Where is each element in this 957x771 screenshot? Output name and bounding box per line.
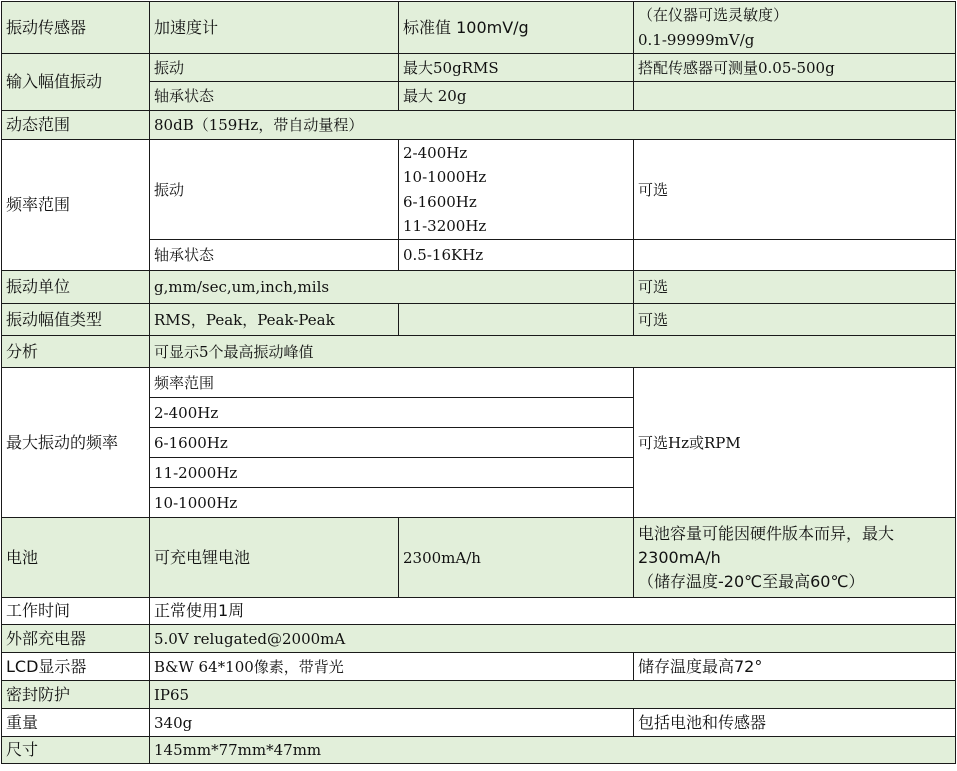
freq-range-item: 10-1000Hz bbox=[403, 168, 487, 186]
dynamic-range-value: 80dB（159Hz，带自动量程） bbox=[150, 111, 956, 140]
max-freq-item: 频率范围 bbox=[150, 368, 634, 398]
battery-note-line: （储存温度-20℃至最高60℃） bbox=[638, 571, 865, 591]
amplitude-type-optional: 可选 bbox=[634, 304, 956, 336]
lcd-storage-temp: 储存温度最高72° bbox=[634, 653, 956, 681]
size-value: 145mm*77mm*47mm bbox=[150, 737, 956, 764]
spec-table bbox=[1, 1, 956, 764]
vibration-unit-optional: 可选 bbox=[634, 271, 956, 304]
max-freq-optional: 可选Hz或RPM bbox=[634, 368, 956, 518]
max-freq-item: 2-400Hz bbox=[150, 398, 634, 428]
row-amplitude-type bbox=[2, 304, 956, 336]
sensor-standard: 标准值 100mV/g bbox=[399, 2, 634, 54]
weight-value: 340g bbox=[150, 709, 634, 737]
lcd-value: B&W 64*100像素，带背光 bbox=[150, 653, 634, 681]
row-dynamic-range bbox=[2, 111, 956, 140]
freq-vib-label: 振动 bbox=[150, 140, 399, 240]
sensitivity-note: （在仪器可选灵敏度） bbox=[638, 6, 789, 24]
battery-note bbox=[634, 518, 956, 598]
charger-value: 5.0V relugated@2000mA bbox=[150, 625, 956, 653]
battery-note-line: 电池容量可能因硬件版本而异，最大 bbox=[638, 523, 895, 543]
row-seal bbox=[2, 681, 956, 709]
analysis-value: 可显示5个最高振动峰值 bbox=[150, 336, 956, 368]
max-freq-item: 6-1600Hz bbox=[150, 428, 634, 458]
battery-note-line: 2300mA/h bbox=[638, 547, 721, 567]
freq-bearing-label: 轴承状态 bbox=[150, 240, 399, 271]
row-label: 频率范围 bbox=[2, 140, 150, 271]
input-vib-label: 振动 bbox=[150, 54, 399, 82]
row-label: 输入幅值振动 bbox=[2, 54, 150, 111]
sensor-sensitivity bbox=[634, 2, 956, 54]
row-weight bbox=[2, 709, 956, 737]
row-size bbox=[2, 737, 956, 764]
input-vib-note: 搭配传感器可测量0.05-500g bbox=[634, 54, 956, 82]
row-max-freq-1 bbox=[2, 368, 956, 398]
row-charger bbox=[2, 625, 956, 653]
row-label: 振动单位 bbox=[2, 271, 150, 304]
input-bearing-note bbox=[634, 82, 956, 111]
input-vib-max: 最大50gRMS bbox=[399, 54, 634, 82]
sensor-type: 加速度计 bbox=[150, 2, 399, 54]
freq-bearing-range: 0.5-16KHz bbox=[399, 240, 634, 271]
row-label: 重量 bbox=[2, 709, 150, 737]
freq-range-item: 6-1600Hz bbox=[403, 192, 477, 211]
freq-range-item: 11-3200Hz bbox=[403, 217, 487, 235]
row-freq-vibration bbox=[2, 140, 956, 240]
row-analysis bbox=[2, 336, 956, 368]
amplitude-type-empty bbox=[399, 304, 634, 336]
row-label: 分析 bbox=[2, 336, 150, 368]
row-vibration-unit bbox=[2, 271, 956, 304]
row-label: 最大振动的频率 bbox=[2, 368, 150, 518]
amplitude-type-value: RMS，Peak，Peak-Peak bbox=[150, 304, 399, 336]
freq-vib-ranges bbox=[399, 140, 634, 240]
row-input-vibration bbox=[2, 54, 956, 82]
row-label: 振动传感器 bbox=[2, 2, 150, 54]
row-battery bbox=[2, 518, 956, 598]
row-label: 外部充电器 bbox=[2, 625, 150, 653]
freq-bearing-note bbox=[634, 240, 956, 271]
input-bearing-label: 轴承状态 bbox=[150, 82, 399, 111]
freq-range-item: 2-400Hz bbox=[403, 143, 468, 162]
row-label: LCD显示器 bbox=[2, 653, 150, 681]
row-label: 工作时间 bbox=[2, 598, 150, 625]
row-label: 密封防护 bbox=[2, 681, 150, 709]
max-freq-item: 10-1000Hz bbox=[150, 488, 634, 518]
input-bearing-max: 最大 20g bbox=[399, 82, 634, 111]
battery-type: 可充电锂电池 bbox=[150, 518, 399, 598]
row-label: 动态范围 bbox=[2, 111, 150, 140]
freq-vib-optional: 可选 bbox=[634, 140, 956, 240]
row-label: 尺寸 bbox=[2, 737, 150, 764]
seal-value: IP65 bbox=[150, 681, 956, 709]
row-sensor bbox=[2, 2, 956, 54]
sensitivity-range: 0.1-99999mV/g bbox=[638, 30, 755, 49]
weight-note: 包括电池和传感器 bbox=[634, 709, 956, 737]
max-freq-item: 11-2000Hz bbox=[150, 458, 634, 488]
work-time-value: 正常使用1周 bbox=[150, 598, 956, 625]
row-work-time bbox=[2, 598, 956, 625]
vibration-unit-value: g,mm/sec,um,inch,mils bbox=[150, 271, 634, 304]
row-label: 电池 bbox=[2, 518, 150, 598]
row-label: 振动幅值类型 bbox=[2, 304, 150, 336]
battery-capacity: 2300mA/h bbox=[399, 518, 634, 598]
row-lcd bbox=[2, 653, 956, 681]
